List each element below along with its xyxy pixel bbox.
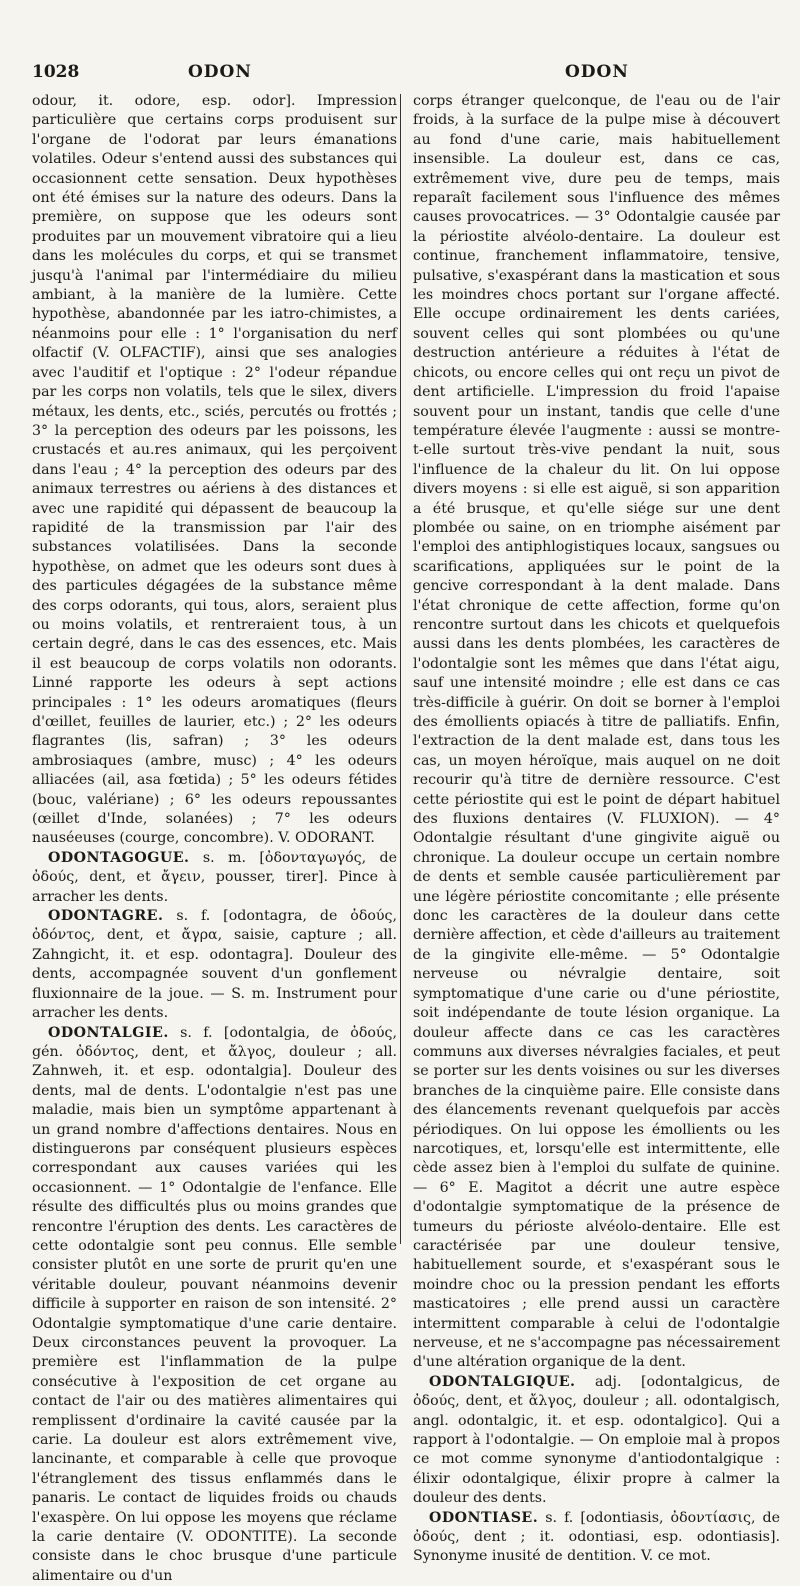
entry-odontalgie: [32, 1024, 397, 1586]
entry-text: corps étranger quelconque, de l'eau ou de l'air froids, à la surface de la pulpe mise à découvert au fond d'une carie, mais habituellement insensible. La douleur est, dans ce cas, extrêmement vive, dure peu de temps, mais reparaît facilement sous l'influence des mêmes causes provocatrices. — 3° Odontalgie causée par la périostite alvéolo-dentaire. La douleur est continue, franchement inflammatoire, tensive, pulsative, s'exaspérant dans la mastication et sous les moindres chocs portant sur l'organe affecté. Elle occupe ordinairement les dents cariées, souvent celles qui sont plombées ou qu'une destruction antérieure a réduites à l'état de chicots, ou encore celles qui ont reçu un pivot de dent artificielle. L'impression du froid l'apaise souvent pour un instant, tandis que celle d'une température élevée l'augmente : aussi se montre-t-elle surtout très-vive pendant la nuit, sous l'influence de la chaleur du lit. On lui oppose divers moyens : si elle est aiguë, si son apparition a été brusque, et qu'elle siége sur une dent plombée ou saine, on en triomphe aisément par l'emploi des antiphlogistiques locaux, sangsues ou scarifications, appliquées sur le point de la gencive correspondant à la dent malade. Dans l'état chronique de cette affection, forme qu'on rencontre surtout dans les chicots et quelquefois aussi dans les dents plombées, les caractères de l'odontalgie sont les mêmes que dans l'état aigu, sauf une intensité moindre ; elle est dans ce cas très-difficile à guérir. On doit se borner à l'emploi des émollients opiacés à titre de palliatifs. Enfin, l'extraction de la dent malade est, dans tous les cas, un moyen héroïque, mais auquel on ne doit recourir qu'à titre de dernière ressource. C'est cette périostite qui est le point de départ habituel des fluxions dentaires (V. FLUXION). — 4° Odontalgie résultant d'une gingivite aiguë ou chronique. La douleur occupe un certain nombre de dents et semble causée particulièrement par une légère périostite concomitante ; elle présente donc les caractères de la douleur dans cette dernière affection, et cède d'ailleurs au traitement de la gingivite elle-même. — 5° Odontalgie nerveuse ou névralgie dentaire, soit symptomatique d'une carie ou d'une périostite, soit indépendante de toute lésion organique. La douleur affecte dans ce cas les caractères communs aux diverses névralgies faciales, et peut se porter sur les dents voisines ou sur les diverses branches de la cinquième paire. Elle consiste dans des élancements revenant quelquefois par accès périodiques. On lui oppose les émollients ou les narcotiques, et, lorsqu'elle est intermittente, elle cède assez bien à l'emploi du sulfate de quinine. — 6° E. Magitot a décrit une autre espèce d'odontalgie symptomatique de la présence de tumeurs du périoste alvéolo-dentaire. Elle est caractérisée par une douleur tensive, habituellement sourde, et s'exaspérant sous le moindre choc ou la pression pendant les efforts masticatoires ; elle prend aussi un caractère intermittent comparable à celui de l'odontalgie nerveuse, et ne s'accompagne pas nécessairement d'une altération organique de la dent.: [413, 93, 780, 1370]
entry-odontiase: [413, 1509, 780, 1567]
entry-odontalgique: [413, 1373, 780, 1509]
headword: ODONTIASE.: [429, 1510, 538, 1526]
headword: ODONTALGIE.: [48, 1025, 169, 1041]
entry-text: s. f. [odontagra, de ὀδούς, ὀδόντος, dent, et ἄγρα, saisie, capture ; all. Zahngicht, it. et esp. odontagra]. Douleur des dents, accompagnée souvent d'un gonflement fluxionnaire de la joue. — S. m. Instrument pour arracher les dents.: [32, 908, 397, 1021]
left-column: [32, 92, 397, 1252]
headword: ODONTAGRE.: [48, 908, 163, 924]
entry-text: s. f. [odontiasis, ὀδοντίασις, de ὀδούς, dent ; it. odontiasi, esp. odontiasis]. Synonyme inusité de dentition. V. ce mot.: [413, 1510, 780, 1565]
running-header: [0, 62, 800, 88]
page-number: 1028: [32, 62, 79, 82]
entry-text: s. m. [ὀδονταγωγός, de ὀδούς, dent, et ἄγειν, pousser, tirer]. Pince à arracher les dents.: [32, 850, 397, 905]
entry-text: odour, it. odore, esp. odor]. Impression particulière que certains corps produisent sur l'organe de l'odorat par leurs émanations volatiles. Odeur s'entend aussi des substances qui occasionnent cette sensation. Deux hypothèses ont été émises sur la nature des odeurs. Dans la première, on suppose que les odeurs sont produites par un mouvement vibratoire qui a lieu dans les molécules du corps, et qui se transmet jusqu'à l'animal par l'intermédiaire du milieu ambiant, à la manière de la lumière. Cette hypothèse, abandonnée par les iatro-chimistes, a néanmoins pour elle : 1° l'organisation du nerf olfactif (V. OLFACTIF), ainsi que ses analogies avec l'auditif et l'optique : 2° l'odeur répandue par les corps non volatils, tels que le silex, divers métaux, les dents, etc., sciés, percutés ou frottés ; 3° la perception des odeurs par les poissons, les crustacés et au.res animaux, qui les perçoivent dans l'eau ; 4° la perception des odeurs par des animaux terrestres ou aériens à des distances et avec une rapidité qui dépassent de beaucoup la rapidité de la transmission par l'air des substances volatilisées. Dans la seconde hypothèse, on admet que les odeurs sont dues à des particules dégagées de la substance même des corps odorants, qui tous, alors, seraient plus ou moins volatils, et rentreraient tous, à un certain degré, dans le cas des essences, etc. Mais il est beaucoup de corps volatils non odorants. Linné rapporte les odeurs à sept actions principales : 1° les odeurs aromatiques (fleurs d'œillet, feuilles de laurier, etc.) ; 2° les odeurs flagrantes (lis, safran) ; 3° les odeurs ambrosiaques (ambre, musc) ; 4° les odeurs alliacées (ail, asa fœtida) ; 5° les odeurs fétides (bouc, valériane) ; 6° les odeurs repoussantes (œillet d'Inde, solanées) ; 7° les odeurs nauséeuses (courge, concombre). V. ODORANT.: [32, 93, 397, 846]
entry-text: s. f. [odontalgia, de ὀδούς, gén. ὀδόντος, dent, et ἄλγος, douleur ; all. Zahnweh, it. et esp. odontalgia]. Douleur des dents, mal de dents. L'odontalgie n'est pas une maladie, mais bien un symptôme appartenant à un grand nombre d'affections dentaires. Nous en distinguerons par conséquent plusieurs espèces correspondant aux causes variées qui les occasionnent. — 1° Odontalgie de l'enfance. Elle résulte des difficultés plus ou moins grandes que rencontre l'éruption des dents. Les caractères de cette odontalgie sont peu connus. Elle semble consister plutôt en une sorte de prurit qu'en une véritable douleur, pouvant néanmoins devenir difficile à supporter en raison de son intensité. 2° Odontalgie symptomatique d'une carie dentaire. Deux circonstances peuvent la provoquer. La première est l'inflammation de la pulpe consécutive à l'exposition de cet organe au contact de l'air ou des matières alimentaires qui remplissent d'ordinaire la cavité causée par la carie. La douleur est alors extrêmement vive, lancinante, et comparable à celle que provoque l'étranglement des tissus enflammés dans le panaris. Le contact de liquides froids ou chauds l'exaspère. On lui oppose les moyens que réclame la carie dentaire (V. ODONTITE). La seconde consiste dans le choc brusque d'une particule alimentaire ou d'un: [32, 1025, 397, 1584]
headword: ODONTALGIQUE.: [429, 1374, 576, 1390]
entry-continuation: [32, 92, 397, 849]
entry-odontagogue: [32, 849, 397, 907]
header-guide-word-right: ODON: [565, 62, 629, 82]
entry-continuation: [413, 92, 780, 1373]
entry-text: adj. [odontalgicus, de ὀδούς, dent, et ἄλγος, douleur ; all. odontalgisch, angl. odontalgic, it. et esp. odontalgico]. Qui a rapport à l'odontalgie. — On emploie mal à propos ce mot comme synonyme d'antiodontalgique : élixir odontalgique, élixir propre à calmer la douleur des dents.: [413, 1374, 780, 1506]
entry-odontagre: [32, 907, 397, 1023]
right-column: [413, 92, 780, 1252]
column-divider: [400, 94, 401, 1244]
headword: ODONTAGOGUE.: [48, 850, 190, 866]
header-guide-word-left: ODON: [188, 62, 252, 82]
